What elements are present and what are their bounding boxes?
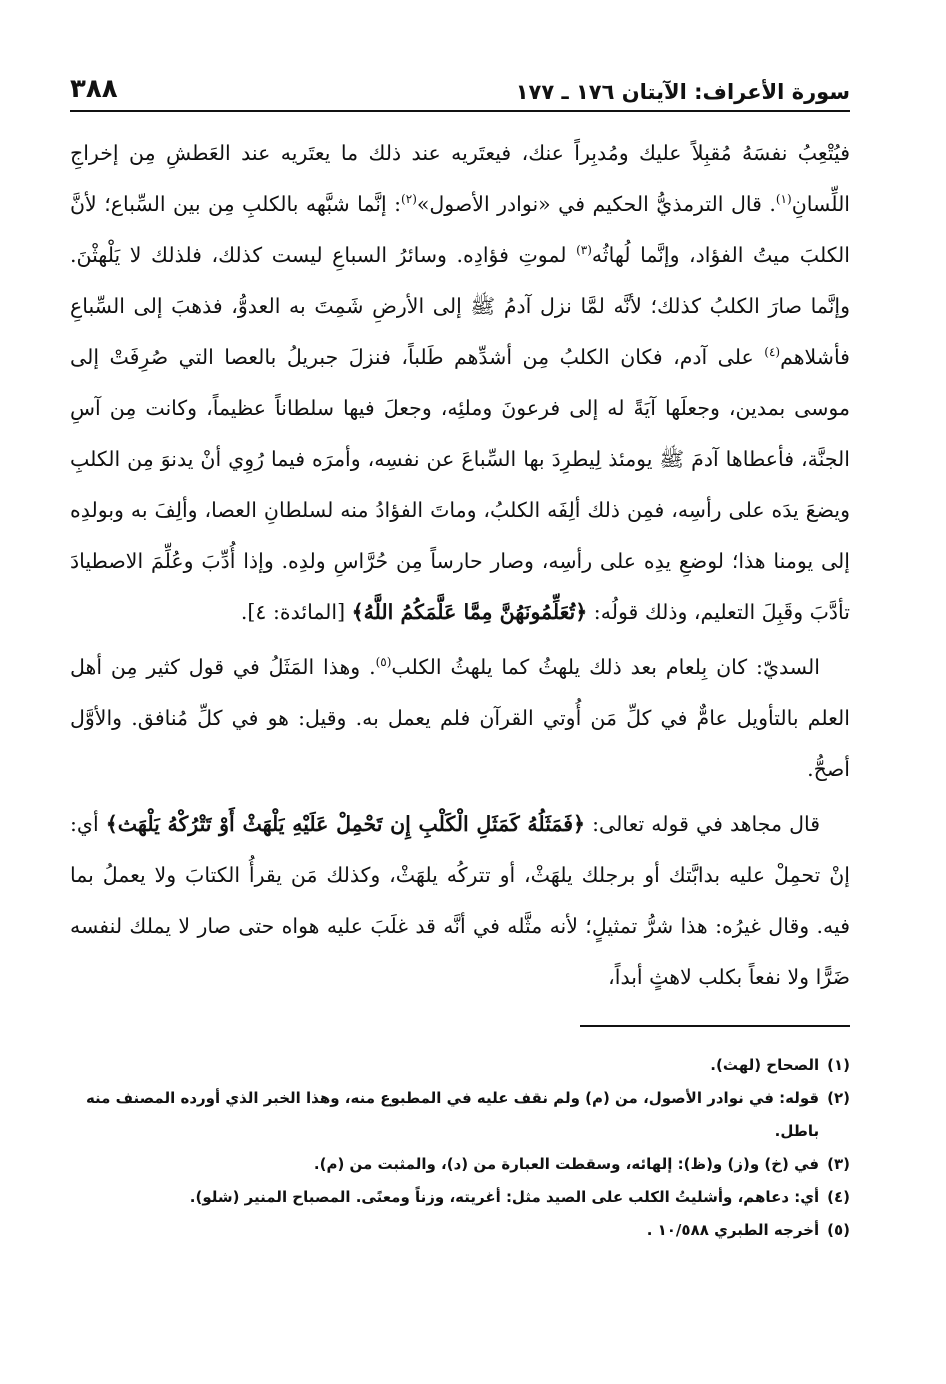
text-run: [المائدة: ٤]. <box>240 600 352 624</box>
quran-quote: ﴿تُعَلِّمُونَهُنَّ مِمَّا عَلَّمَكُمُ اللَّهُ﴾ <box>351 600 588 624</box>
footnote-1 <box>70 1049 850 1082</box>
footnote-separator <box>580 1025 850 1027</box>
text-run: لموتِ فؤادِه. وسائرُ السباعِ ليست كذلك، فلذلك لا يَلْهثْنَ. وإنَّما صارَ الكلبُ كذلك؛ لأنَّه لمَّا نزل آدمُ ﷺ إلى الأرضِ شَمِتَ به العدوُّ، فذهبَ إلى السِّباعِ فأشلاهم <box>70 243 850 369</box>
footnote-number: (٥) <box>827 1221 850 1239</box>
footnote-number: (٢) <box>827 1089 850 1107</box>
page-header <box>70 64 850 112</box>
text-run: : إنَّما شبَّهه بالكلبِ مِن بين السِّباع؛ لأنَّ الكلبَ ميتُ الفؤاد، وإنَّما لُهاثُه <box>70 192 850 267</box>
footnotes <box>70 1049 850 1247</box>
footnote-3 <box>70 1148 850 1181</box>
footnote-2 <box>70 1082 850 1148</box>
footnote-5 <box>70 1214 850 1247</box>
footnote-ref-1[interactable]: (١) <box>775 192 792 207</box>
text-run: . قال الترمذيُّ الحكيم في «نوادر الأصول» <box>416 192 776 216</box>
book-page <box>70 64 850 1364</box>
page-number: ٣٨٨ <box>70 74 118 104</box>
footnote-4 <box>70 1181 850 1214</box>
footnote-number: (١) <box>827 1056 850 1074</box>
text-run: السديّ: كان بِلعام بعد ذلك يلهثُ كما يلهثُ الكلب <box>391 655 820 679</box>
text-run: . وهذا المَثَلُ في قول كثير مِن أهل العلم بالتأويل عامٌّ في كلِّ مَن أُوتي القرآن فلم يعمل به. وقيل: هو في كلِّ مُنافق. والأوَّل أصحُّ. <box>70 655 850 781</box>
footnote-text: أخرجه الطبري ١٠/٥٨٨ . <box>646 1221 820 1239</box>
paragraph-2 <box>70 642 850 795</box>
footnote-number: (٣) <box>827 1155 850 1173</box>
footnote-ref-2[interactable]: (٢) <box>401 192 417 207</box>
text-run: قال مجاهد في قوله تعالى: <box>585 812 821 836</box>
footnote-text: في (خ) و(ز) و(ظ): إلهائه، وسقطت العبارة من (د)، والمثبت من (م). <box>313 1155 820 1173</box>
paragraph-1 <box>70 128 850 638</box>
footnote-text: أي: دعاهم، وأشليتُ الكلب على الصيد مثل: أغريته، وزناً ومعنًى. المصباح المنير (شلو). <box>189 1188 820 1206</box>
text-run: فيُتْعِبُ نفسَهُ مُقبِلاً عليك ومُدبِراً عنك، فيعتَريه عند ذلك ما يعتَريه عند العَطشِ مِن إخراجِ اللِّسانِ <box>70 141 851 216</box>
footnote-ref-4[interactable]: (٤) <box>764 345 781 360</box>
surah-title: سورة الأعراف: الآيتان ١٧٦ ـ ١٧٧ <box>515 80 850 104</box>
footnote-text: الصحاح (لهث). <box>710 1056 820 1074</box>
footnote-number: (٤) <box>827 1188 850 1206</box>
footnote-text: قوله: في نوادر الأصول، من (م) ولم نقف عليه في المطبوع منه، وهذا الخبر الذي أورده المصنف منه باطل. <box>85 1089 820 1140</box>
paragraph-3 <box>70 799 850 1003</box>
main-text <box>70 128 850 1003</box>
text-run: على آدم، فكان الكلبُ مِن أشدِّهم طَلباً، فنزلَ جبريلُ بالعصا التي صُرِفَتْ إلى موسى بمدين، وجعلَها آيَةً له إلى فرعونَ وملئِه، وجعلَ فيها سلطاناً عظيماً، وكانت مِن آسِ الجنَّة، فأعطاها آدمَ ﷺ يومئذ لِيطرِدَ بها السِّباعَ عن نفسِه، وأمرَه فيما رُوِي أنْ يدنوَ مِن الكلبِ ويضعَ يدَه على رأسِه، فمِن ذلك ألِفَه الكلبُ، وماتَ الفؤادُ منه لسلطانِ العصا، وألِفَ به وبولدِه إلى يومنا هذا؛ لوضعِ يدِه على رأسِه، وصار حارساً مِن حُرَّاسِ ولدِه. وإذا أُدِّبَ وعُلِّمَ الاصطيادَ تأدَّبَ وقَبِلَ التعليم، وذلك قولُه: <box>70 345 850 624</box>
footnote-ref-5[interactable]: (٥) <box>375 655 392 670</box>
quran-quote: ﴿فَمَثَلُهُ كَمَثَلِ الْكَلْبِ إِن تَحْمِلْ عَلَيْهِ يَلْهَثْ أَوْ تَتْرُكْهُ يَلْهَث﴾ <box>105 812 586 836</box>
footnote-ref-3[interactable]: (٣) <box>576 243 592 258</box>
text-run: أي: إنْ تحمِلْ عليه بدابَّتك أو برجلك يلهَثْ، أو تتركُه يلهَثْ، وكذلك مَن يقرأُ الكتابَ ولا يعملُ بما فيه. وقال غيرُه: هذا شرُّ تمثيلٍ؛ لأنه مثَّله في أنَّه قد غلَبَ عليه هواه حتى صار لا يملك لنفسه ضَرًّا ولا نفعاً بكلب لاهثٍ أبداً، <box>70 812 850 989</box>
